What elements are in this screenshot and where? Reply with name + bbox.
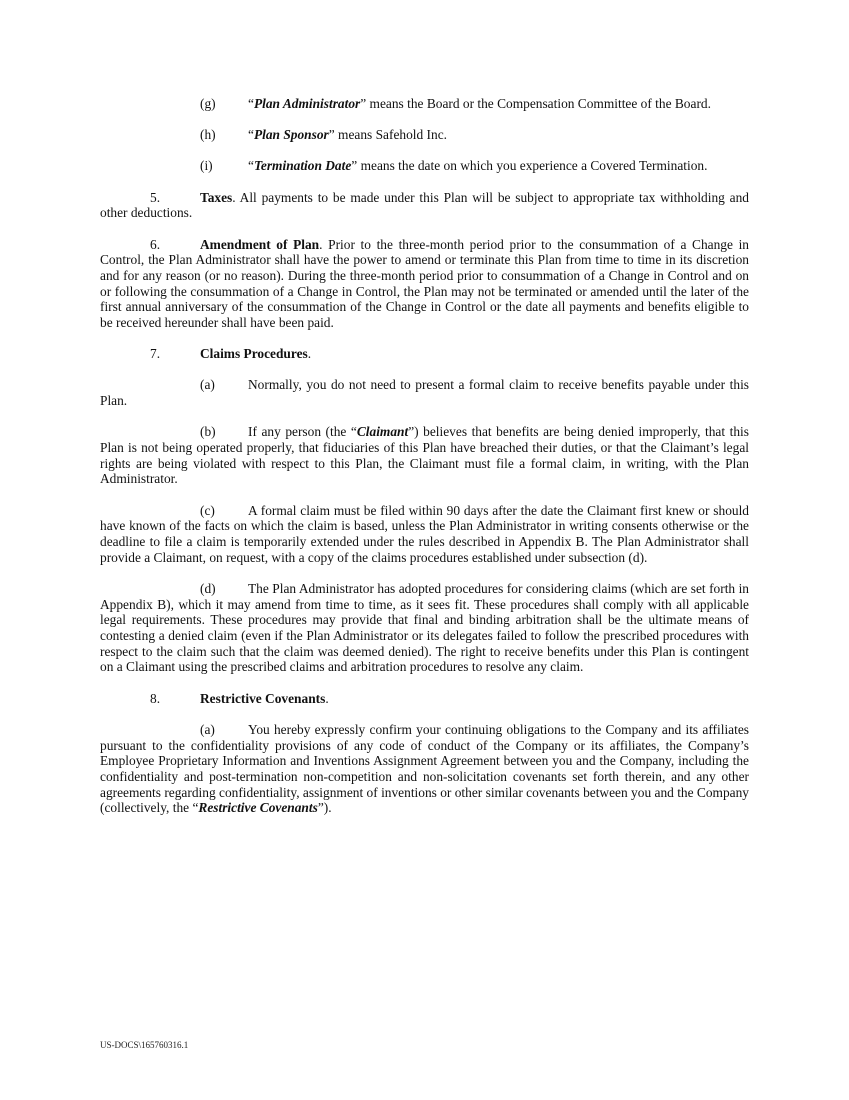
subsection-text-after: ”) believes that benefits are being denied improperly, that this Plan is not being operated properly, that fiduciaries of this Plan have breached their duties, or that the Claimant’s legal rights are being violated with respect to this Plan, the Claimant must file a formal claim, in writing, with the Plan Administrator. (100, 424, 749, 487)
subsection-number: (a) (200, 721, 215, 737)
close-quote: ” (360, 96, 367, 111)
section-text: . All payments to be made under this Plan will be subject to appropriate tax withholding and other deductions. (100, 189, 749, 221)
section-number: 6. (150, 236, 161, 252)
subsection-number: (c) (200, 502, 215, 518)
close-quote: ” (351, 158, 358, 174)
open-quote: “ (248, 127, 254, 143)
subsection-number: (b) (200, 424, 216, 440)
subsection-text: A formal claim must be filed within 90 days after the date the Claimant first knew or should have known of the facts on which the claim is based, unless the Plan Administrator in writing consents otherwise or the deadline to file a claim is temporarily extended under the rules described in Appendix B. The Plan Administrator shall provide a Claimant, on request, with a copy of the claims procedures established under subsection (d). (100, 502, 749, 565)
section-heading: Taxes (200, 189, 233, 205)
subsection-number: (d) (200, 580, 216, 596)
definition-plan-sponsor (100, 127, 749, 143)
footer-doc-id: US-DOCS\165760316.1 (100, 1040, 189, 1050)
section-heading: Claims Procedures (200, 346, 308, 362)
section-7b (100, 424, 749, 487)
section-7c (100, 503, 749, 566)
definition-termination-date (100, 158, 749, 174)
open-quote: “ (248, 158, 254, 174)
heading-period: . (307, 346, 312, 362)
subsection-text: The Plan Administrator has adopted procedures for considering claims (which are set forth in Appendix B), which it may amend from time to time, as it sees fit. These procedures shall comply with all applicable legal requirements. These procedures may provide that final and binding arbitration shall be the ultimate means of contesting a denied claim (even if the Plan Administrator or its delegates failed to follow the prescribed procedures with respect to the claim such that the claim was deemed denied). The right to receive benefits under this Plan is contingent on a Claimant using the prescribed claims and arbitration procedures to resolve any claim. (100, 580, 749, 675)
defined-term: Termination Date (253, 158, 352, 174)
subsection-number: (a) (200, 377, 215, 393)
defined-term: Restrictive Covenants (198, 800, 318, 816)
section-heading: Restrictive Covenants (200, 690, 326, 706)
subsection-text-before: If any person (the “ (248, 424, 357, 440)
section-5-taxes (100, 190, 749, 221)
section-7a (100, 377, 749, 408)
section-number: 8. (150, 690, 161, 706)
heading-period: . (325, 690, 329, 706)
definition-number: (g) (200, 96, 216, 111)
section-text: . Prior to the three-month period prior to the consummation of a Change in Control, the Plan Administrator shall have the power to amend or terminate this Plan from time to time in its discretion and for any reason (or no reason). During the three-month period prior to consummation of a Change in Control and on or following the consummation of a Change in Control, the Plan may not be terminated or amended until the later of the first annual anniversary of the consummation of the Change in Control or the date all payments and benefits eligible to be received hereunder shall have been paid. (100, 236, 749, 331)
subsection-text-after: ”). (317, 800, 332, 816)
definition-number: (i) (200, 158, 213, 174)
defined-term: Plan Sponsor (253, 127, 329, 143)
definition-plan-administrator (100, 96, 749, 112)
section-7d (100, 581, 749, 675)
section-8-restrictive-covenants (100, 691, 749, 707)
defined-term: Claimant (356, 424, 409, 440)
open-quote: “ (248, 96, 254, 111)
section-6-amendment (100, 237, 749, 331)
definition-text: means the Board or the Compensation Committee of the Board. (366, 96, 711, 111)
document-page (100, 96, 749, 832)
definition-text: means Safehold Inc. (334, 127, 448, 143)
definition-number: (h) (200, 127, 216, 143)
subsection-text: Normally, you do not need to present a formal claim to receive benefits payable under this Plan. (100, 377, 749, 409)
section-7-claims-procedures (100, 346, 749, 362)
subsection-text-before: You hereby expressly confirm your continuing obligations to the Company and its affiliates pursuant to the confidentiality provisions of any code of conduct of the Company or its affiliates, the Company’s Employee Proprietary Information and Inventions Assignment Agreement between you and the Company, including the confidentiality and post-termination non-competition and non-solicitation covenants set forth therein, and any other agreements regarding confidentiality, assignment of inventions or other similar covenants between you and the Company (collectively, the “ (100, 721, 749, 816)
defined-term: Plan Administrator (253, 96, 361, 111)
definition-text: means the date on which you experience a Covered Termination. (357, 158, 708, 174)
section-heading: Amendment of Plan (200, 236, 320, 252)
section-number: 7. (150, 346, 161, 362)
section-8a (100, 722, 749, 816)
close-quote: ” (328, 127, 335, 143)
section-number: 5. (150, 189, 161, 205)
